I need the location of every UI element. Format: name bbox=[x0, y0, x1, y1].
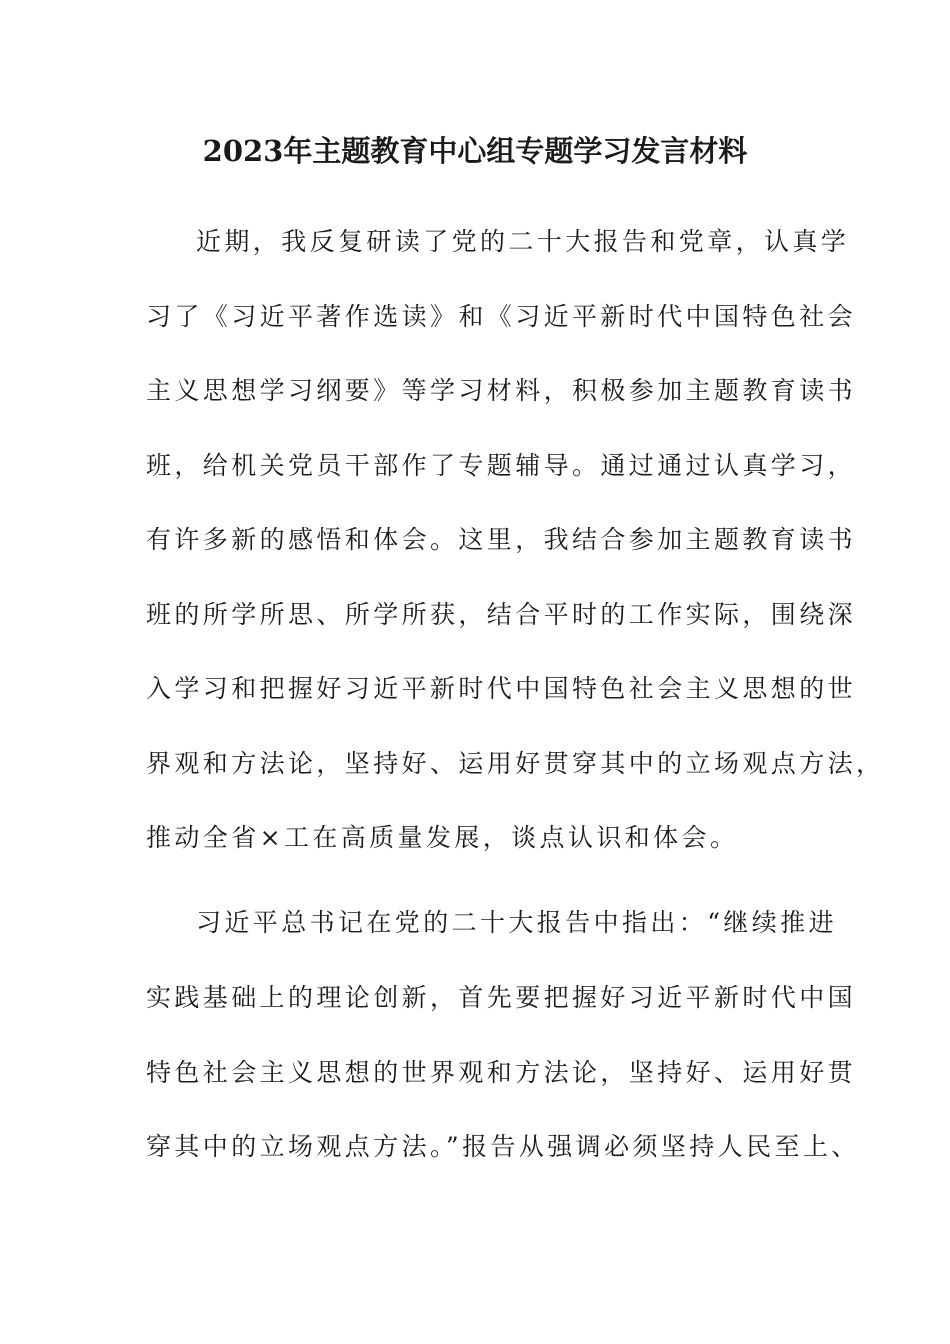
paragraph-1-line-7: 入学习和把握好习近平新时代中国特色社会主义思想的世 bbox=[146, 674, 857, 703]
paragraph-2-line-2: 实践基础上的理论创新，首先要把握好习近平新时代中国 bbox=[146, 983, 857, 1012]
paragraph-2-line-3: 特色社会主义思想的世界观和方法论，坚持好、运用好贯 bbox=[146, 1058, 857, 1087]
paragraph-1-line-4: 班，给机关党员干部作了专题辅导。通过通过认真学习， bbox=[146, 451, 857, 480]
paragraph-1-line-9: 推动全省×工在高质量发展，谈点认识和体会。 bbox=[146, 823, 739, 852]
paragraph-1-line-5: 有许多新的感悟和体会。这里，我结合参加主题教育读书 bbox=[146, 525, 857, 554]
document-title: 2023年主题教育中心组专题学习发言材料 bbox=[202, 134, 748, 168]
paragraph-2-line-1: 习近平总书记在党的二十大报告中指出：“继续推进 bbox=[196, 908, 837, 937]
paragraph-1-line-2: 习了《习近平著作选读》和《习近平新时代中国特色社会 bbox=[146, 302, 857, 331]
paragraph-1-line-1: 近期，我反复研读了党的二十大报告和党章，认真学 bbox=[196, 227, 850, 256]
paragraph-1-line-8: 界观和方法论，坚持好、运用好贯穿其中的立场观点方法， bbox=[146, 749, 885, 778]
paragraph-2-line-4: 穿其中的立场观点方法。”报告从强调必须坚持人民至上、 bbox=[146, 1132, 860, 1161]
paragraph-1-line-3: 主义思想学习纲要》等学习材料，积极参加主题教育读书 bbox=[146, 376, 857, 405]
paragraph-1-line-6: 班的所学所思、所学所获，结合平时的工作实际，围绕深 bbox=[146, 600, 857, 629]
